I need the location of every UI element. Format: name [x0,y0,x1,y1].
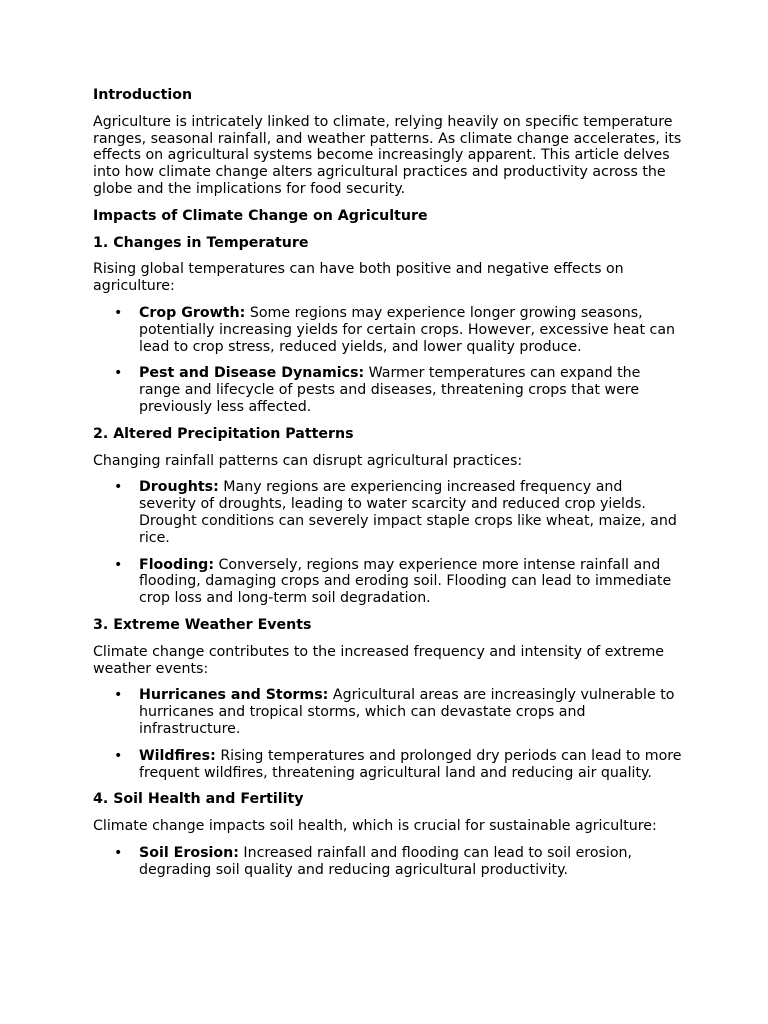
bullet-icon: • [114,556,123,573]
item-term: Flooding: [139,556,214,573]
impacts-heading: Impacts of Climate Change on Agriculture [93,207,428,224]
section-heading: 2. Altered Precipitation Patterns [93,425,354,442]
list-item [93,845,683,879]
bullet-icon: • [114,844,123,861]
list-item [93,479,683,546]
intro-paragraph: Agriculture is intricately linked to climate, relying heavily on specific temperature ranges, seasonal rainfall, and weather patterns. As climate change accelerates, its effects on agricultural systems become increasingly apparent. This article delves into how climate change alters agricultural practices and productivity across the globe and the implications for food security. [93,113,682,197]
section-lead: Changing rainfall patterns can disrupt agricultural practices: [93,452,523,469]
section-precipitation [93,426,683,607]
bullet-icon: • [114,479,123,496]
item-term: Crop Growth: [139,304,246,321]
bullet-list [93,305,683,416]
section-heading: 1. Changes in Temperature [93,234,309,251]
item-text: Warmer temperatures can expand the range and lifecycle of pests and diseases, threatening crops that were previously less affected. [139,365,641,415]
list-item [93,687,683,737]
document-body [93,87,683,888]
bullet-icon: • [114,304,123,321]
item-text: Some regions may experience longer growing seasons, potentially increasing yields for certain crops. However, excessive heat can lead to crop stress, reduced yields, and lower quality produce. [139,304,676,355]
list-item [93,365,683,415]
item-term: Hurricanes and Storms: [139,687,329,704]
item-term: Wildfires: [139,747,216,764]
section-temperature [93,235,683,416]
list-item [93,748,683,782]
bullet-icon: • [114,687,123,704]
item-term: Soil Erosion: [139,844,239,861]
section-heading: 4. Soil Health and Fertility [93,791,304,808]
bullet-list [93,479,683,607]
item-text: Rising temperatures and prolonged dry periods can lead to more frequent wildfires, threatening agricultural land and reducing air quality. [139,747,682,781]
item-text: Increased rainfall and flooding can lead to soil erosion, degrading soil quality and reducing agricultural productivity. [139,844,633,878]
section-lead: Climate change impacts soil health, which is crucial for sustainable agriculture: [93,818,657,835]
item-text: Agricultural areas are increasingly vulnerable to hurricanes and tropical storms, which can devastate crops and infrastructure. [139,687,675,737]
section-soil-health [93,791,683,878]
item-text: Conversely, regions may experience more intense rainfall and flooding, damaging crops and eroding soil. Flooding can lead to immediate crop loss and long-term soil degradation. [139,556,672,607]
item-term: Pest and Disease Dynamics: [139,365,365,382]
section-extreme-weather [93,617,683,781]
bullet-list [93,845,683,879]
list-item [93,557,683,607]
item-text: Many regions are experiencing increased frequency and severity of droughts, leading to water scarcity and reduced crop yields. Drought conditions can severely impact staple crops like wheat, maize, and rice. [139,479,677,546]
item-term: Droughts: [139,479,219,496]
section-lead: Climate change contributes to the increased frequency and intensity of extreme weather events: [93,643,664,677]
section-lead: Rising global temperatures can have both positive and negative effects on agriculture: [93,261,624,295]
bullet-icon: • [114,747,123,764]
bullet-list [93,687,683,781]
list-item [93,305,683,355]
section-heading: 3. Extreme Weather Events [93,616,312,633]
bullet-icon: • [114,365,123,382]
intro-heading: Introduction [93,87,193,103]
